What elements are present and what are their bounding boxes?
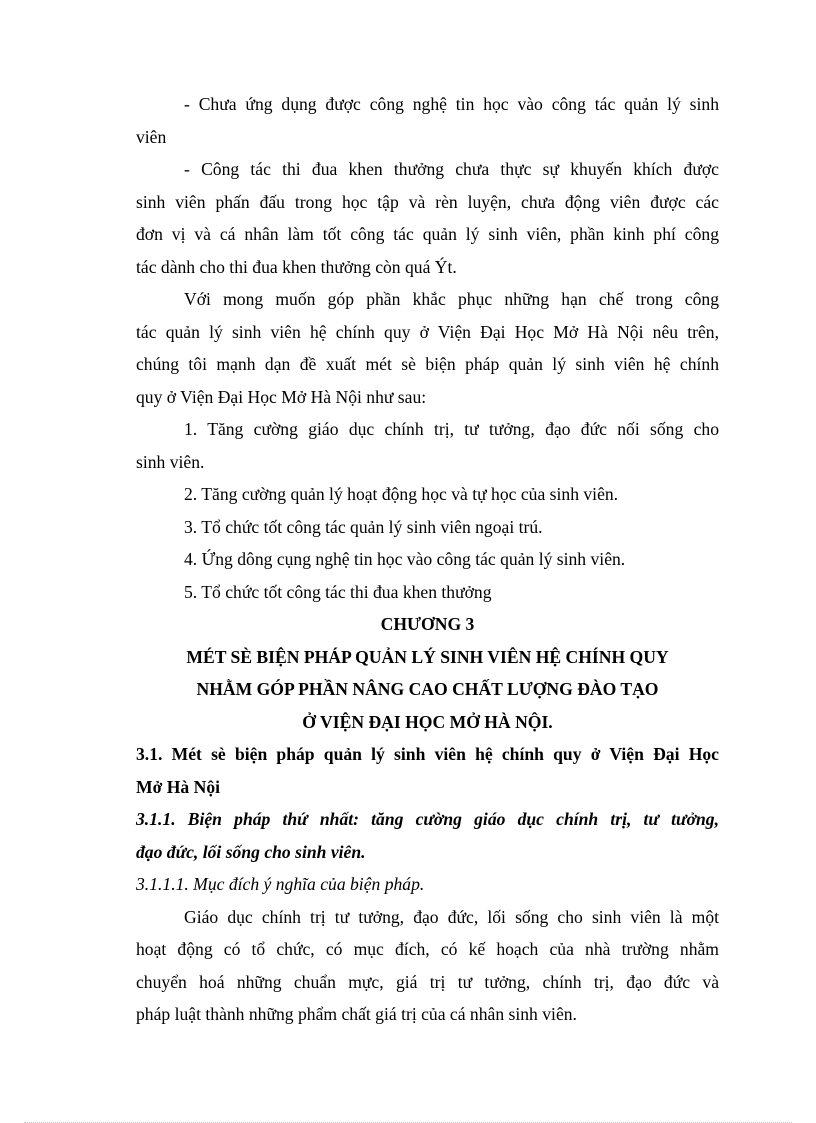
chapter-heading bbox=[136, 608, 719, 738]
paragraph-emulation-limitation bbox=[136, 153, 719, 283]
text-line: 3. Tổ chức tốt công tác quản lý sinh viên ngoại trú. bbox=[184, 516, 543, 537]
text-line: 2. Tăng cường quản lý hoạt động học và tự học của sinh viên. bbox=[184, 484, 619, 504]
list-item-5 bbox=[136, 576, 719, 609]
text-line: 3.1.1. Biện pháp thứ nhất: tăng cường giáo dục chính trị, tư tưởng, bbox=[136, 809, 719, 829]
text-line: quy ở Viện Đại Học Mở Hà Nội như sau: bbox=[136, 386, 427, 407]
section-heading-3-1 bbox=[136, 738, 719, 803]
list-item-4 bbox=[136, 543, 719, 576]
paragraph-purpose bbox=[136, 901, 719, 1031]
text-line: 5. Tổ chức tốt công tác thi đua khen thưởng bbox=[184, 581, 492, 602]
text-line: sinh viên phấn đấu trong học tập và rèn luyện, chưa động viên được các bbox=[136, 191, 719, 212]
chapter-label: CHƯƠNG 3 bbox=[380, 614, 475, 634]
paragraph-tech-limitation bbox=[136, 88, 719, 153]
text-line: pháp luật thành những phẩm chất giá trị của cá nhân sinh viên. bbox=[136, 1004, 577, 1024]
text-line: chúng tôi mạnh dạn đề xuất mét sè biện pháp quản lý sinh viên hệ chính bbox=[136, 354, 719, 374]
text-line: chuyển hoá những chuẩn mực, giá trị tư tưởng, chính trị, đạo đức và bbox=[136, 971, 719, 992]
text-line: 3.1.1.1. Mục đích ý nghĩa của biện pháp. bbox=[136, 874, 425, 894]
text-line: tác quản lý sinh viên hệ chính quy ở Viện Đại Học Mở Hà Nội nêu trên, bbox=[136, 321, 719, 342]
chapter-title-line: Ở VIỆN ĐẠI HỌC MỞ HÀ NỘI. bbox=[302, 711, 553, 732]
text-line: Với mong muốn góp phần khắc phục những hạn chế trong công bbox=[184, 289, 719, 309]
text-line: hoạt động có tổ chức, có mục đích, có kế hoạch của nhà trường nhằm bbox=[136, 939, 719, 959]
text-line: - Chưa ứng dụng được công nghệ tin học vào công tác quản lý sinh bbox=[184, 94, 719, 114]
section-heading-3-1-1-1 bbox=[136, 868, 719, 901]
text-line: tác dành cho thi đua khen thưởng còn quá Ýt. bbox=[136, 256, 457, 277]
section-heading-3-1-1 bbox=[136, 803, 719, 868]
text-line: đạo đức, lối sống cho sinh viên. bbox=[136, 841, 366, 862]
text-line: viên bbox=[136, 126, 167, 147]
text-line: - Công tác thi đua khen thưởng chưa thực sự khuyến khích được bbox=[184, 159, 719, 179]
text-line: Mở Hà Nội bbox=[136, 776, 221, 797]
text-line: 4. Ứng dông cụng nghệ tin học vào công tác quản lý sinh viên. bbox=[184, 549, 626, 569]
chapter-title-line: MÉT SÈ BIỆN PHÁP QUẢN LÝ SINH VIÊN HỆ CHÍNH QUY bbox=[186, 646, 669, 667]
chapter-title-line: NHẰM GÓP PHẦN NÂNG CAO CHẤT LƯỢNG ĐÀO TẠO bbox=[196, 679, 659, 699]
document-page bbox=[136, 88, 719, 1031]
paragraph-proposal-intro bbox=[136, 283, 719, 413]
text-line: 1. Tăng cường giáo dục chính trị, tư tưởng, đạo đức nối sống cho bbox=[184, 419, 719, 439]
text-line: đơn vị và cá nhân làm tốt công tác quản lý sinh viên, phần kinh phí công bbox=[136, 224, 719, 244]
text-line: 3.1. Mét sè biện pháp quản lý sinh viên hệ chính quy ở Viện Đại Học bbox=[136, 744, 719, 764]
list-item-1 bbox=[136, 413, 719, 478]
list-item-2 bbox=[136, 478, 719, 511]
text-line: sinh viên. bbox=[136, 451, 205, 472]
text-line: Giáo dục chính trị tư tưởng, đạo đức, lối sống cho sinh viên là một bbox=[184, 906, 719, 927]
list-item-3 bbox=[136, 511, 719, 544]
